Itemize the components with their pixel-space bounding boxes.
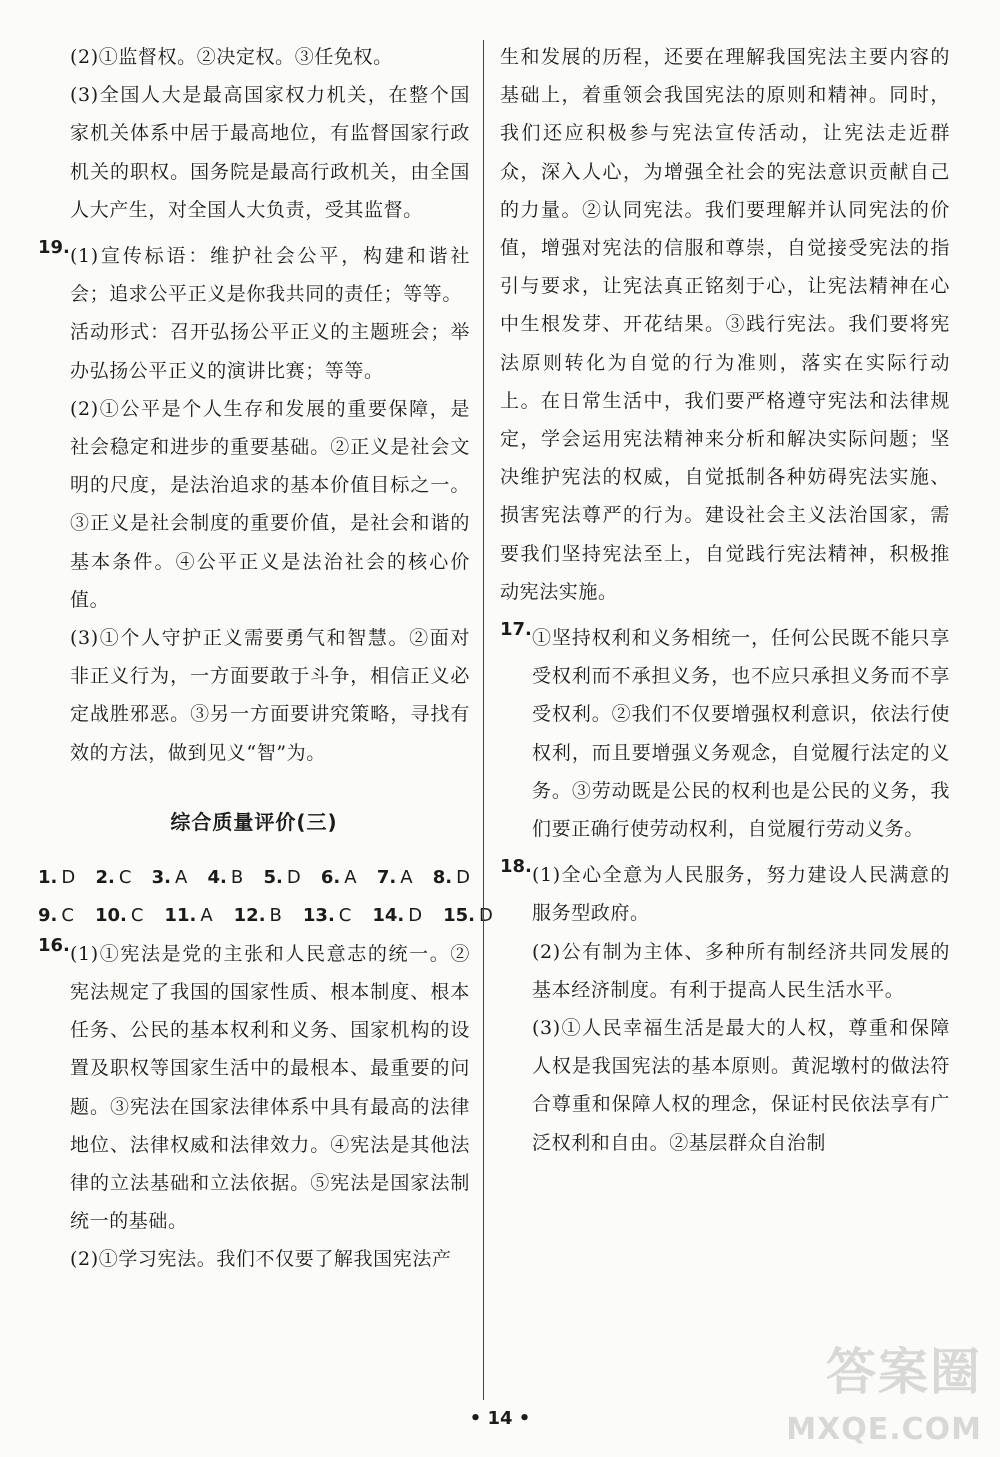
answer-18-part2: (2)公有制为主体、多种所有制经济共同发展的基本经济制度。有利于提高人民生活水平。 (532, 940, 950, 1001)
mc-answer-9 (38, 897, 74, 935)
mc-number: 2. (95, 866, 115, 888)
question-19 (38, 237, 470, 772)
mc-letter: B (269, 904, 282, 926)
mc-number: 4. (207, 866, 227, 888)
mc-answer-1 (38, 859, 75, 897)
mc-number: 12. (233, 904, 266, 926)
mc-number: 14. (372, 904, 405, 926)
mc-number: 8. (432, 866, 453, 888)
mc-number: 10. (94, 904, 127, 926)
mc-letter: D (408, 904, 423, 926)
mc-number: 6. (320, 866, 341, 888)
mc-number: 11. (164, 904, 197, 926)
mc-answer-11 (164, 897, 212, 935)
mc-letter: D (456, 866, 470, 888)
right-column (500, 38, 950, 1162)
question-17 (500, 619, 950, 848)
mc-answer-6 (321, 859, 357, 897)
mc-answer-10 (95, 897, 143, 935)
page-number: • 14 • (469, 1408, 531, 1429)
mc-answer-14 (372, 897, 422, 935)
mc-letter: B (230, 866, 244, 888)
answer-17: ①坚持权利和义务相统一，任何公民既不能只享受权利而不承担义务，也不应只承担义务而不享受权利。②我们不仅要增强权利意识，依法行使权利，而且要增强义务观念，自觉履行法定的义务。③劳动既是公民的权利也是公民的义务，我们要正确行使劳动权利，自觉履行劳动义务。 (532, 627, 950, 841)
answer-19-part3: (3)①个人守护正义需要勇气和智慧。②面对非正义行为，一方面要敢于斗争，相信正义必定战胜邪恶。③另一方面要讲究策略，寻找有效的方法，做到见义“智”为。 (70, 627, 470, 764)
answer-18-part3: (3)全国人大是最高国家权力机关，在整个国家机关体系中居于最高地位，有监督国家行政机关的职权。国务院是最高行政机关，由全国人大产生，对全国人大负责，受其监督。 (70, 84, 470, 221)
answer-19-part2: (2)①公平是个人生存和发展的重要保障，是社会稳定和进步的重要基础。②正义是社会文明的尺度，是法治追求的基本价值目标之一。③正义是社会制度的重要价值，是社会和谐的基本条件。④公平正义是法治社会的核心价值。 (70, 397, 470, 611)
mc-letter: A (344, 866, 357, 888)
mc-answer-5 (263, 859, 300, 897)
answer-16-part2: (2)①学习宪法。我们不仅要了解我国宪法产 (70, 1248, 452, 1271)
question-number: 16. (38, 934, 70, 956)
answer-18-part2: (2)①监督权。②决定权。③任免权。 (70, 46, 393, 68)
question-number: 19. (38, 237, 70, 259)
mc-letter: A (200, 904, 213, 926)
question-number: 17. (500, 619, 532, 641)
multiple-choice-row-1 (38, 859, 470, 897)
question-18 (500, 856, 950, 1162)
mc-letter: A (174, 866, 188, 888)
answer-18-part1: (1)全心全意为人民服务，努力建设人民满意的服务型政府。 (532, 864, 950, 925)
question-number: 18. (500, 856, 532, 878)
mc-answer-2 (95, 859, 131, 897)
question-16 (38, 935, 470, 1279)
section-title: 综合质量评价(三) (170, 809, 338, 834)
mc-letter: A (400, 866, 413, 888)
answer-16-part2-continued: 生和发展的历程，还要在理解我国宪法主要内容的基础上，着重领会我国宪法的原则和精神。同时，我们还应积极参与宪法宣传活动，让宪法走近群众，深入人心，为增强全社会的宪法意识贡献自己的力量。②认同宪法。我们要理解并认同宪法的价值，增强对宪法的信服和尊崇，自觉接受宪法的指引与要求，让宪法真正铭刻于心，让宪法精神在心中生根发芽、开花结果。③践行宪法。我们要将宪法原则转化为自觉的行为准则，落实在实际行动上。在日常生活中，我们要严格遵守宪法和法律规定，学会运用宪法精神来分析和解决实际问题；坚决维护宪法的权威，自觉抵制各种妨碍宪法实施、损害宪法尊严的行为。建设社会主义法治国家，需要我们坚持宪法至上，自觉践行宪法精神，积极推动宪法实施。 (500, 46, 950, 603)
multiple-choice-row-2 (38, 897, 493, 935)
mc-answer-15 (443, 897, 493, 935)
watermark-en: MXQE.COM (786, 1412, 982, 1447)
answer-19-part1: (1)宣传标语：维护社会公平，构建和谐社会；追求公平正义是你我共同的责任；等等。 (70, 245, 470, 306)
mc-answer-12 (234, 897, 282, 935)
mc-letter: D (61, 866, 76, 888)
mc-number: 1. (38, 866, 58, 888)
watermark-cn: 答案圈 (826, 1343, 982, 1401)
watermark-logo (767, 1332, 982, 1447)
mc-number: 5. (263, 866, 283, 888)
answer-16-part1: (1)①宪法是党的主张和人民意志的统一。②宪法规定了我国的国家性质、根本制度、根本任务、公民的基本权利和义务、国家机构的设置及职权等国家生活中的最根本、最重要的问题。③宪法在国家法律体系中具有最高的法律地位、法律权威和法律效力。④宪法是其他法律的立法基础和立法依据。⑤宪法是国家法制统一的基础。 (70, 942, 470, 1233)
mc-number: 3. (151, 866, 171, 888)
mc-letter: D (479, 904, 493, 926)
mc-answer-8 (433, 859, 470, 897)
answer-18-part3: (3)①人民幸福生活是最大的人权，尊重和保障人权是我国宪法的基本原则。黄泥墩村的做法符合尊重和保障人权的理念，保证村民依法享有广泛权利和自由。②基层群众自治制 (532, 1017, 950, 1154)
answer-19-activity: 活动形式：召开弘扬公平正义的主题班会；举办弘扬公平正义的演讲比赛；等等。 (70, 321, 470, 382)
left-column (38, 38, 493, 1279)
mc-letter: C (338, 904, 352, 926)
mc-answer-4 (208, 859, 244, 897)
mc-letter: C (118, 866, 132, 888)
mc-number: 9. (38, 904, 58, 926)
mc-answer-13 (303, 897, 351, 935)
mc-answer-3 (152, 859, 188, 897)
mc-number: 13. (302, 904, 335, 926)
column-divider (483, 40, 484, 1400)
mc-letter: D (286, 866, 301, 888)
mc-number: 15. (443, 904, 476, 926)
mc-number: 7. (376, 866, 397, 888)
mc-letter: C (130, 904, 144, 926)
mc-letter: C (61, 904, 74, 926)
mc-answer-7 (377, 859, 413, 897)
